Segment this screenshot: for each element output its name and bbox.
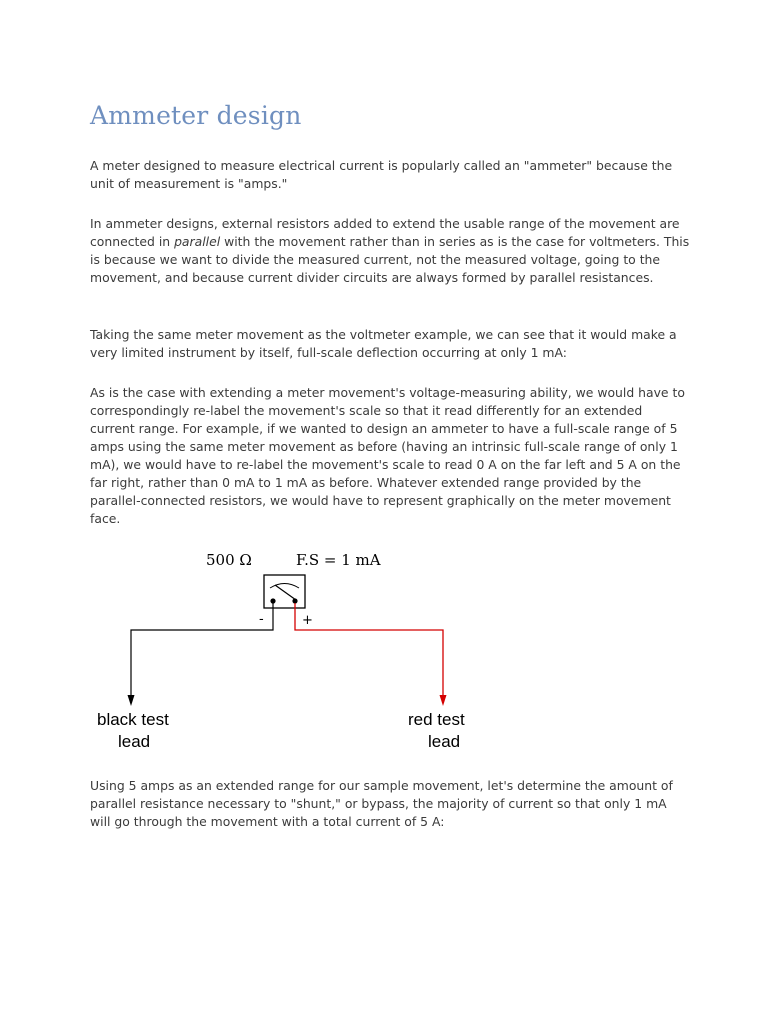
paragraph-text: with the movement rather than in series as is the case for voltmeters. This is because we want to divide the measured current, not the measured voltage, going to the movement, and because current divider circuits are always formed by parallel resistances. [90, 234, 690, 285]
paragraph-shunt-calculation: Using 5 amps as an extended range for our sample movement, let's determine the amount of parallel resistance necessary to "shunt," or bypass, the majority of current so that only 1 mA will go through the movement with a total current of 5 A: [90, 778, 673, 829]
paragraph-meter-movement: Taking the same meter movement as the voltmeter example, we can see that it would make a very limited instrument by itself, full-scale deflection occurring at only 1 mA: [90, 327, 677, 360]
red-test-lead-label: red test [408, 710, 465, 729]
black-test-lead-label: black test [97, 710, 169, 729]
red-wire [295, 603, 447, 706]
emphasis-parallel: parallel [174, 234, 221, 249]
red-test-lead-label-line2: lead [428, 732, 461, 751]
minus-terminal-label: - [259, 612, 264, 627]
paragraph-relabel-scale: As is the case with extending a meter movement's voltage-measuring ability, we would have to correspondingly re-label the movement's scale so that it read differently for an extended current range. For example, if we wanted to design an ammeter to have a full-scale range of 5 amps using the same meter movement as before (having an intrinsic full-scale range of only 1 mA), we would have to re-label the movement's scale to read 0 A on the far left and 5 A on the far right, rather than 0 mA to 1 mA as before. Whatever extended range provided by the parallel-connected resistors, we would have to represent graphically on the meter movement face. [90, 385, 685, 526]
fullscale-label: F.S = 1 mA [296, 551, 381, 569]
page-title: Ammeter design [90, 101, 302, 130]
plus-terminal-label: + [302, 613, 313, 628]
paragraph-intro: A meter designed to measure electrical current is popularly called an "ammeter" because the unit of measurement is "amps." [90, 158, 673, 191]
meter-movement-icon [264, 575, 305, 608]
black-test-lead-label-line2: lead [118, 732, 151, 751]
resistance-label: 500 Ω [206, 551, 252, 569]
paragraph-text: In ammeter designs, external resistors added to extend the usable range of the movement are connected in [90, 216, 680, 249]
black-wire [128, 603, 274, 706]
